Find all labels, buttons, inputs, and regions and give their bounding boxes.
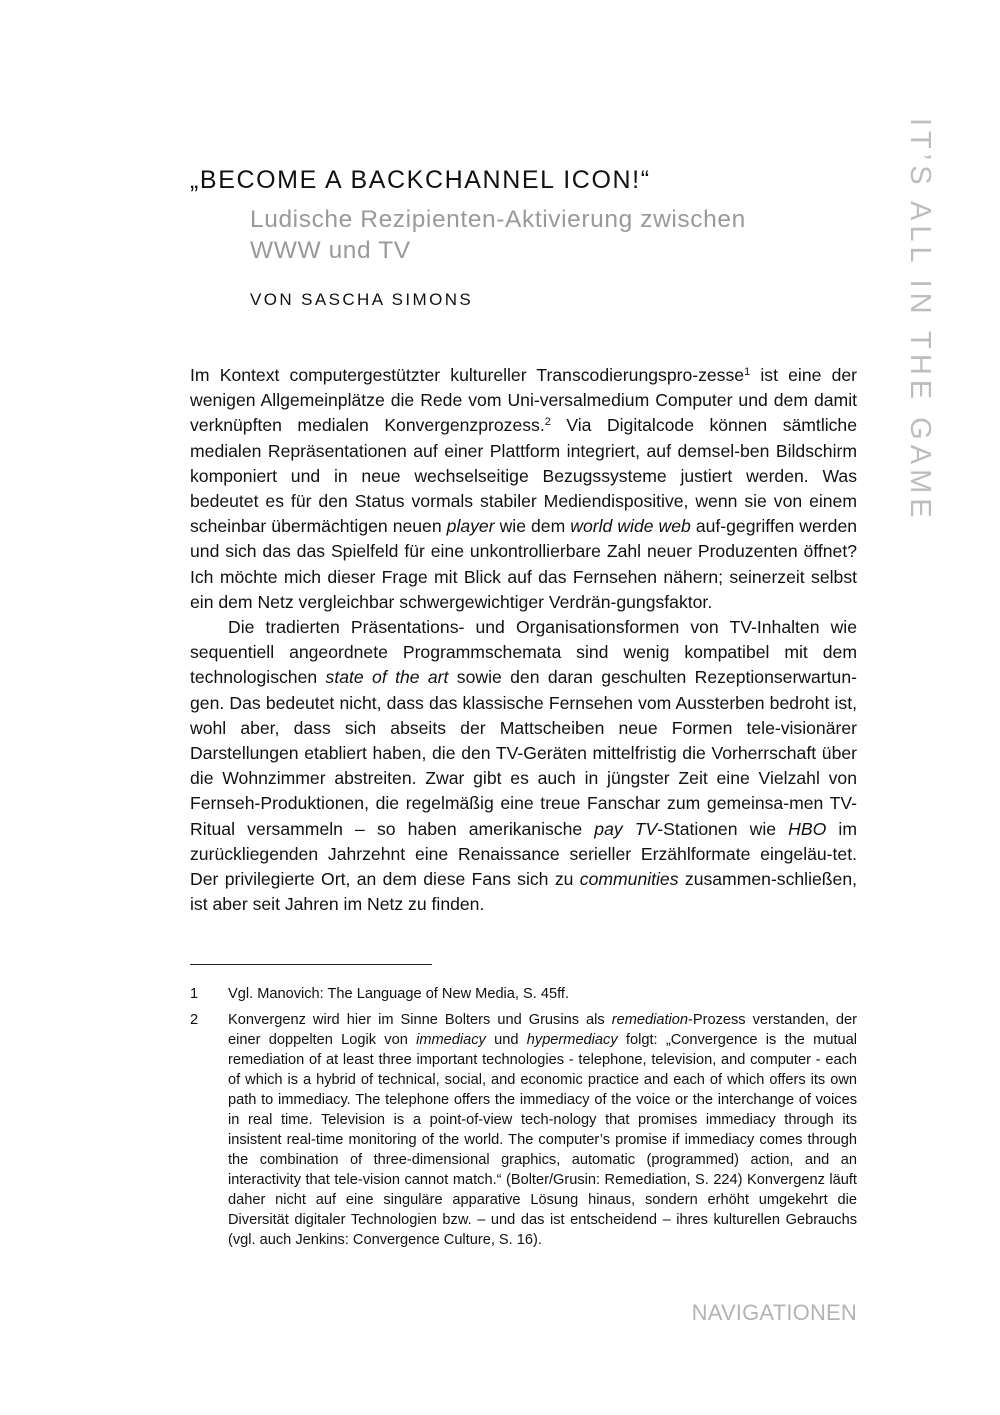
text-run: auf-gegriffen werden und sich das das Spielfeld für eine unkontrollierbare Zahl neuer Produzenten öffnet? Ich möchte mich dieser Frage mit Blick auf das Fernsehen nähern; seinerzeit selbst ein dem Netz vergleichbar schwergewichtiger Verdrän-gungsfaktor. [190,516,858,612]
text-run: Die tradierten Präsentations- und Organisationsformen von TV-Inhalten wie sequentiell angeordnete Programmschemata sind wenig kompatibel mit dem technologischen [190,617,857,688]
emphasis: HBO [788,818,827,839]
emphasis: remediation [611,1012,688,1028]
paragraph-2 [190,615,857,917]
footnotes [190,984,857,1256]
footnote-1 [190,984,857,1004]
emphasis: hypermediacy [526,1032,618,1048]
paragraph-1 [190,363,857,615]
text-run: und [485,1032,527,1048]
article-subtitle: Ludische Rezipienten-Aktivierung zwischen WWW und TV [250,206,746,264]
emphasis: state of the art [325,667,449,688]
text-run: zusammen-schließen, ist aber seit Jahren im Netz zu finden. [190,869,857,915]
footnote-text: Vgl. Manovich: The Language of New Media, S. 45ff. [228,986,570,1002]
emphasis: pay TV [594,818,658,839]
emphasis: communities [579,869,679,890]
footnote-ref-2[interactable]: 2 [544,416,551,429]
text-run: -Stationen wie [657,818,789,839]
text-run: folgt: „Convergence is the mutual remediation of at least three important technologies - telephone, television, and computer - each of which is a hybrid of technical, social, and economic practice and each of which offers its own path to immediacy. The telephone offers the immediacy of the voice or the interchange of voices in real time. Television is a point-of-view tech-nology that promises immediacy through its insistent real-time monitoring of the world. The computer’s promise if immediacy comes through the combination of three-dimensional graphics, automatic (programmed) action, and an interactivity that tele-vision cannot match.“ (Bolter/Grusin: Remediation, S. 224) Konvergenz läuft daher nicht auf eine singuläre apparative Lösung hinaus, sondern erhöht umgekehrt die Diversität digitaler Technologien bzw. – und das ist entscheidend – ihres kulturellen Gebrauchs (vgl. auch Jenkins: Convergence Culture, S. 16). [228,1032,857,1248]
emphasis: immediacy [416,1032,486,1048]
footnote-2 [190,1010,857,1250]
vertical-section-title: IT’S ALL IN THE GAME [904,118,936,523]
footnote-number: 2 [190,1012,199,1028]
text-run: Im Kontext computergestützter kultureller Transcodierungspro-zesse [190,365,745,385]
article-title: „BECOME A BACKCHANNEL ICON!“ [190,166,651,194]
footnote-text [228,1010,857,1250]
text-run: ist eine der wenigen Allgemeinplätze die Rede vom Uni-versalmedium Computer und dem damit verknüpften medialen Konvergenzprozess. [190,365,857,436]
text-run: im zurückliegenden Jahrzehnt eine Renaissance serieller Erzählformate eingeläu-tet. Der privilegierte Ort, an dem diese Fans sich zu [190,818,857,890]
footnote-divider [190,964,432,965]
text-run: sowie den daran geschulten Rezeptionserwartun-gen. Das bedeutet nicht, dass das klassische Fernsehen vom Aussterben bedroht ist, wohl aber, dass sich abseits der Mattscheiben neue Formen tele-visionärer Darstellungen etabliert haben, die den TV-Geräten mittelfristig die Vorherrschaft über die Wohnzimmer abstreiten. Zwar gibt es auch in jüngster Zeit eine Vielzahl von Fernseh-Produktionen, die regelmäßig eine treue Fanschar zum gemeinsa-men TV-Ritual versammeln – so haben amerikanische [190,667,857,839]
emphasis: player [446,516,495,537]
article-body [190,363,857,917]
text-run: Via Digitalcode können sämtliche medialen Repräsentationen auf einer Plattform integriert, auf demsel-ben Bildschirm komponiert und in neue wechselseitige Bezugssysteme justiert werden. Was bedeutet es für den Status vormals stabiler Mediendispositive, wenn sie von einem scheinbar übermächtigen neuen [190,415,858,537]
footnote-ref-1[interactable]: 1 [744,366,751,378]
text-run: Konvergenz wird hier im Sinne Bolters und Grusins als [228,1012,612,1028]
footnote-number: 1 [190,986,199,1002]
text-run: wie dem [494,516,571,537]
text-run: -Prozess verstanden, der einer doppelten Logik von [228,1012,857,1048]
article-author: VON SASCHA SIMONS [250,290,474,309]
emphasis: world wide web [570,516,691,537]
running-footer: NAVIGATIONEN [691,1300,857,1325]
